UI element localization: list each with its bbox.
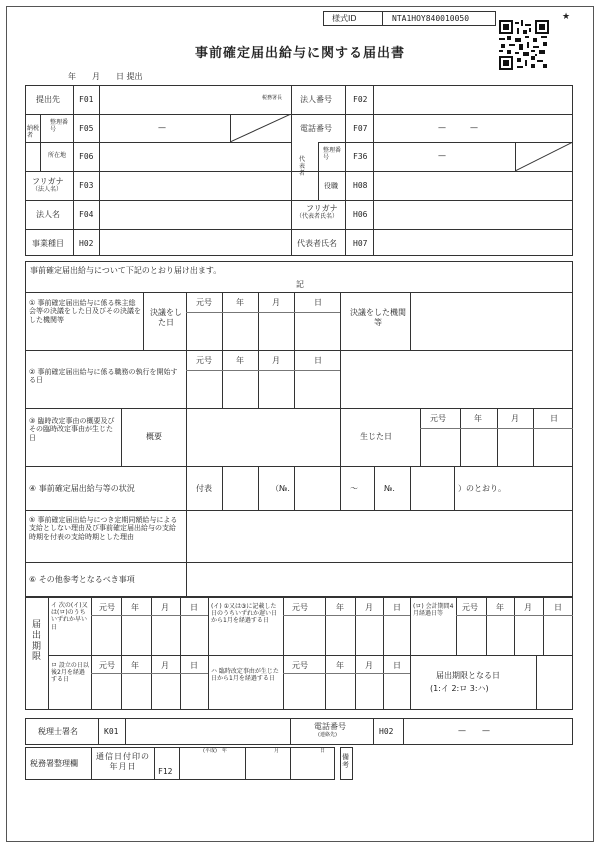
footer-phone-label: 電話番号 [314,722,346,731]
f36-code: F36 [353,152,368,161]
business-type-label: 事業種目 [32,239,64,248]
ro-year: 年 [131,661,139,670]
f12-code: F12 [158,767,173,776]
item3-day: 日 [550,414,558,423]
footer-phone-sub: (連絡先) [318,732,337,738]
representative-label: 代表者 [299,156,306,178]
f05-code: F05 [79,124,94,133]
remarks-label: 備考 [342,753,349,770]
footer-month: 月 [274,748,280,754]
ha-year: 年 [336,661,344,670]
f06-code: F06 [79,152,94,161]
form-id-value: NTA1HOY840010050 [392,14,470,23]
notice-date-label: 通信日付印の年月日 [96,752,150,771]
item1-resolved-day: 決議をした日 [150,308,182,327]
intro-text: 事前確定届出給与について下記のとおり届け出ます。 [30,266,222,275]
deadline-label: 届出期限 [32,620,42,663]
item5-label: ⑤ 事前確定届出給与につき定期同額給与による支給としない理由及び事前確定届出給与の支給時期を付表の支給時期とした理由 [29,516,178,541]
ib-era: 元号 [462,603,478,612]
corp-name-label: 法人名 [36,210,60,219]
f04-code: F04 [79,210,94,219]
deadline-day-label: 届出期限となる日 [436,671,500,680]
position-label: 役職 [324,182,338,190]
rep-name-label: 代表者氏名 [297,239,337,248]
ib-day: 日 [554,603,562,612]
item1-label: ① 事前確定届出給与に係る株主総会等の決議をした日及びその決議をした機関等 [29,299,141,324]
ha-day: 日 [393,661,401,670]
item2-day: 日 [314,356,322,365]
h08-code: H08 [353,181,368,190]
phone-label: 電話番号 [300,124,332,133]
item5-input[interactable] [188,511,572,561]
rep-org-number-label: 整理番号 [323,147,342,162]
footer-heisei: (平成) 年 [203,748,227,754]
item3-label: ③ 臨時改定事由の概要及びその臨時改定事由が生じた日 [29,417,115,442]
deadline-choice: (1:イ 2:ロ 3:ハ) [430,684,489,693]
deadline-table [25,597,573,710]
item3-occurred: 生じた日 [360,432,392,441]
ha-month: 月 [365,661,373,670]
submission-date-line: 年 月 日 提出 [68,72,143,81]
item1-body-label: 決議をした機関等 [350,308,406,327]
f07-code: F07 [353,124,368,133]
item1-era: 元号 [196,298,212,307]
i-year: 年 [131,603,139,612]
submit-to-label: 提出先 [36,95,60,104]
furigana-rep-label: フリガナ [306,204,338,213]
item3-era: 元号 [430,414,446,423]
item4-attach: 付表 [196,484,212,493]
item2-label: ② 事前確定届出給与に係る職務の執行を開始する日 [29,368,178,385]
item1-month: 月 [272,298,280,307]
star-mark: ★ [562,12,571,22]
form-id-label: 様式ID [332,14,357,23]
item6-label: ⑥ その他参考となるべき事項 [29,575,135,584]
footer-phone-dashes: — — [458,726,490,735]
item3-month: 月 [511,414,519,423]
f01-code: F01 [79,95,94,104]
ha-era: 元号 [292,661,308,670]
ia-era: 元号 [292,603,308,612]
ki-label: 記 [296,280,304,289]
item1-body-input[interactable] [412,293,572,349]
item1-year: 年 [236,298,244,307]
item4-no1: （№. [271,484,290,493]
k01-code: K01 [104,727,119,736]
deadline-ro-label: ロ 設立の日以後2月を経過する日 [51,662,89,684]
ia-day: 日 [393,603,401,612]
item4-tilde: ～ [350,484,358,493]
deadline-choice-input[interactable] [537,656,572,709]
item3-summary-input[interactable] [188,409,339,465]
org-number-dash: — [158,123,166,132]
item4-end: ）のとおり。 [458,484,506,493]
office-column-label: 税務署整理欄 [30,759,78,768]
deadline-i-a: (イ) ①又は③に記載した日のうちいずれか遅い日から1月を経過する日 [211,603,278,625]
corp-number-input[interactable] [376,85,573,114]
h06-code: H06 [353,210,368,219]
ro-era: 元号 [99,661,115,670]
deadline-ha-label: ハ 臨時改定事由が生じた日から1月を経過する日 [211,668,279,683]
footer-day: 日 [320,748,326,754]
address-label: 所在地 [48,152,67,159]
tax-accountant-label: 税理士署名 [38,727,78,736]
page-title: 事前確定届出給与に関する届出書 [194,46,405,61]
org-number-label: 整理番号 [50,119,69,134]
item4-label: ④ 事前確定届出給与等の状況 [29,484,135,493]
corp-number-label: 法人番号 [300,95,332,104]
ro-day: 日 [190,661,198,670]
ia-month: 月 [365,603,373,612]
ib-year: 年 [496,603,504,612]
item1-day: 日 [314,298,322,307]
item6-input[interactable] [188,563,572,596]
ib-month: 月 [524,603,532,612]
tax-accountant-input[interactable] [127,719,289,744]
tax-office-suffix: 税務署長 [262,95,283,101]
item3-summary: 概要 [146,432,162,441]
f02-code: F02 [353,95,368,104]
i-month: 月 [161,603,169,612]
address-input[interactable] [101,143,290,170]
ro-month: 月 [161,661,169,670]
furigana-rep-sub: （代表者氏名） [296,213,339,220]
deadline-i-label: イ 次の(イ)又は(ロ)のうちいずれか早い日 [51,602,88,631]
item2-month: 月 [272,356,280,365]
item4-no2: №. [384,484,395,493]
h07-code: H07 [353,239,368,248]
footer-h02-code: H02 [379,727,394,736]
diagonal-strike [515,142,573,171]
f03-code: F03 [79,181,94,190]
furigana-corp-label: フリガナ [32,177,64,186]
item2-year: 年 [236,356,244,365]
diagonal-strike [230,114,291,142]
i-day: 日 [190,603,198,612]
phone-dashes: — — [438,123,478,132]
deadline-i-b: (ロ) 会計期間4月経過日等 [413,603,454,618]
ia-year: 年 [336,603,344,612]
h02-code: H02 [79,239,94,248]
furigana-corp-sub: （法人名） [32,186,63,193]
rep-org-dash: — [438,151,446,160]
i-era: 元号 [99,603,115,612]
taxpayer-label: 納税者 [27,125,40,140]
item3-year: 年 [474,414,482,423]
item2-era: 元号 [196,356,212,365]
